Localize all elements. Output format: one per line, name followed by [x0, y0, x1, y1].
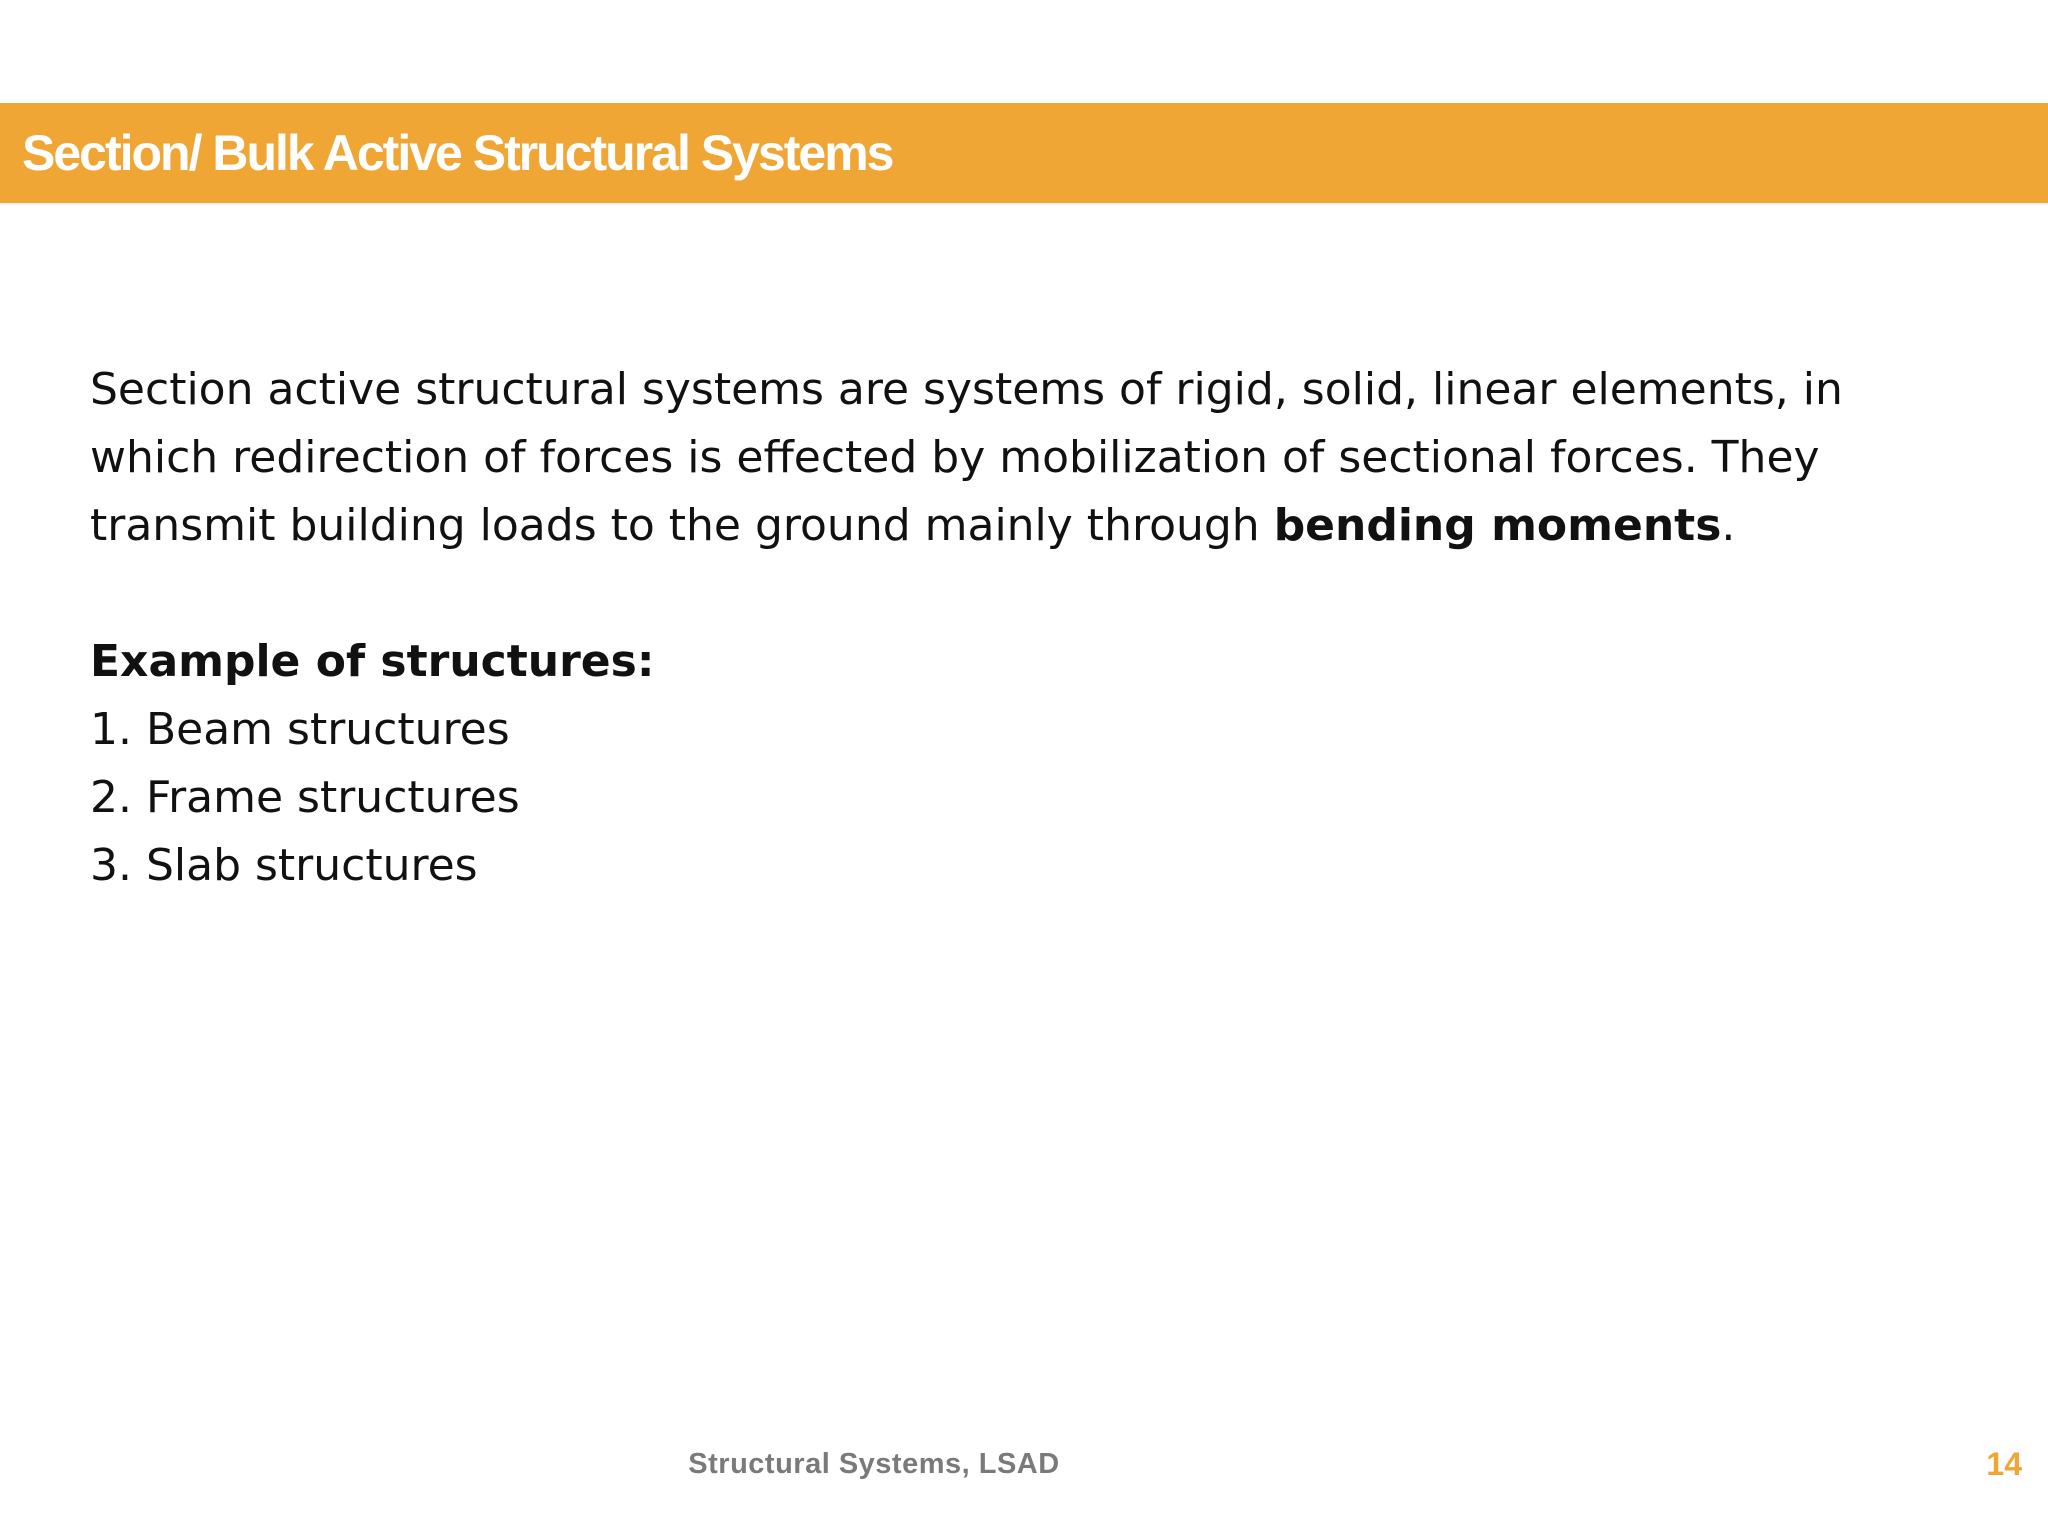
intro-text: transmit building loads to the ground mainly through — [90, 500, 1274, 551]
intro-paragraph-line-1: Section active structural systems are systems of rigid, solid, linear elements, in — [90, 364, 1843, 415]
list-item: 2. Frame structures — [90, 772, 520, 823]
title-bar — [0, 103, 2048, 203]
examples-heading: Example of structures: — [90, 636, 655, 687]
footer-text: Structural Systems, LSAD — [688, 1448, 1060, 1480]
intro-period: . — [1721, 500, 1736, 551]
list-item: 1. Beam structures — [90, 704, 510, 755]
intro-paragraph-line-3 — [90, 492, 1990, 560]
emphasis-bending-moments: bending moments — [1273, 500, 1722, 551]
spacer — [90, 560, 1990, 628]
slide-body — [90, 356, 1990, 900]
slide-title: Section/ Bulk Active Structural Systems — [22, 125, 893, 181]
examples-list — [90, 696, 1990, 900]
page-number: 14 — [1986, 1446, 2022, 1482]
list-item: 3. Slab structures — [90, 840, 478, 891]
intro-paragraph-line-2: which redirection of forces is effected by mobilization of sectional forces. They — [90, 432, 1820, 483]
